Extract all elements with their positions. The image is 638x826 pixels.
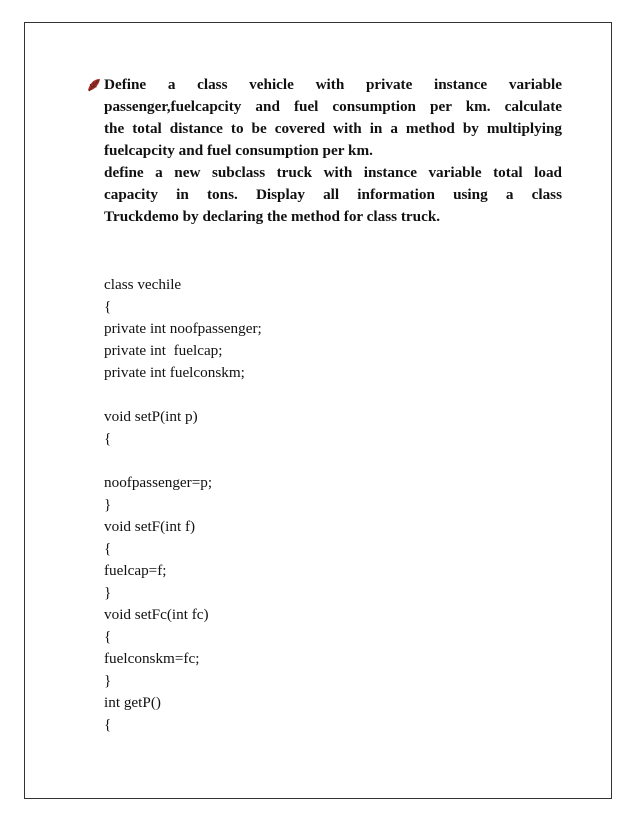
code-line: { (104, 430, 112, 447)
code-line: private int noofpassenger; (104, 320, 262, 337)
code-line: { (104, 298, 112, 315)
question-line: the total distance to be covered with in a method by multiplying (104, 120, 562, 137)
code-line: void setF(int f) (104, 518, 196, 535)
code-line: int getP() (104, 694, 161, 711)
question-line: Define a class vehicle with private instance variable (104, 76, 562, 93)
code-line: void setP(int p) (104, 408, 198, 425)
code-line: } (104, 496, 112, 513)
code-line: { (104, 540, 112, 557)
code-line: fuelcap=f; (104, 562, 167, 579)
code-line: private int fuelconskm; (104, 364, 245, 381)
code-line: { (104, 628, 112, 645)
code-line: { (104, 716, 112, 733)
code-line: class vechile (104, 276, 182, 293)
code-line: noofpassenger=p; (104, 474, 213, 491)
question-line: passenger,fuelcapcity and fuel consumption per km. calculate (104, 98, 562, 115)
question-line: fuelcapcity and fuel consumption per km. (104, 142, 373, 159)
code-line: fuelconskm=fc; (104, 650, 200, 667)
question-line: Truckdemo by declaring the method for class truck. (104, 208, 441, 225)
leaf-bullet-icon (86, 77, 102, 93)
code-line: private int fuelcap; (104, 342, 223, 359)
code-line: void setFc(int fc) (104, 606, 209, 623)
code-line: } (104, 584, 112, 601)
code-line: } (104, 672, 112, 689)
question-line: capacity in tons. Display all information using a class (104, 186, 562, 203)
question-line: define a new subclass truck with instance variable total load (104, 164, 562, 181)
